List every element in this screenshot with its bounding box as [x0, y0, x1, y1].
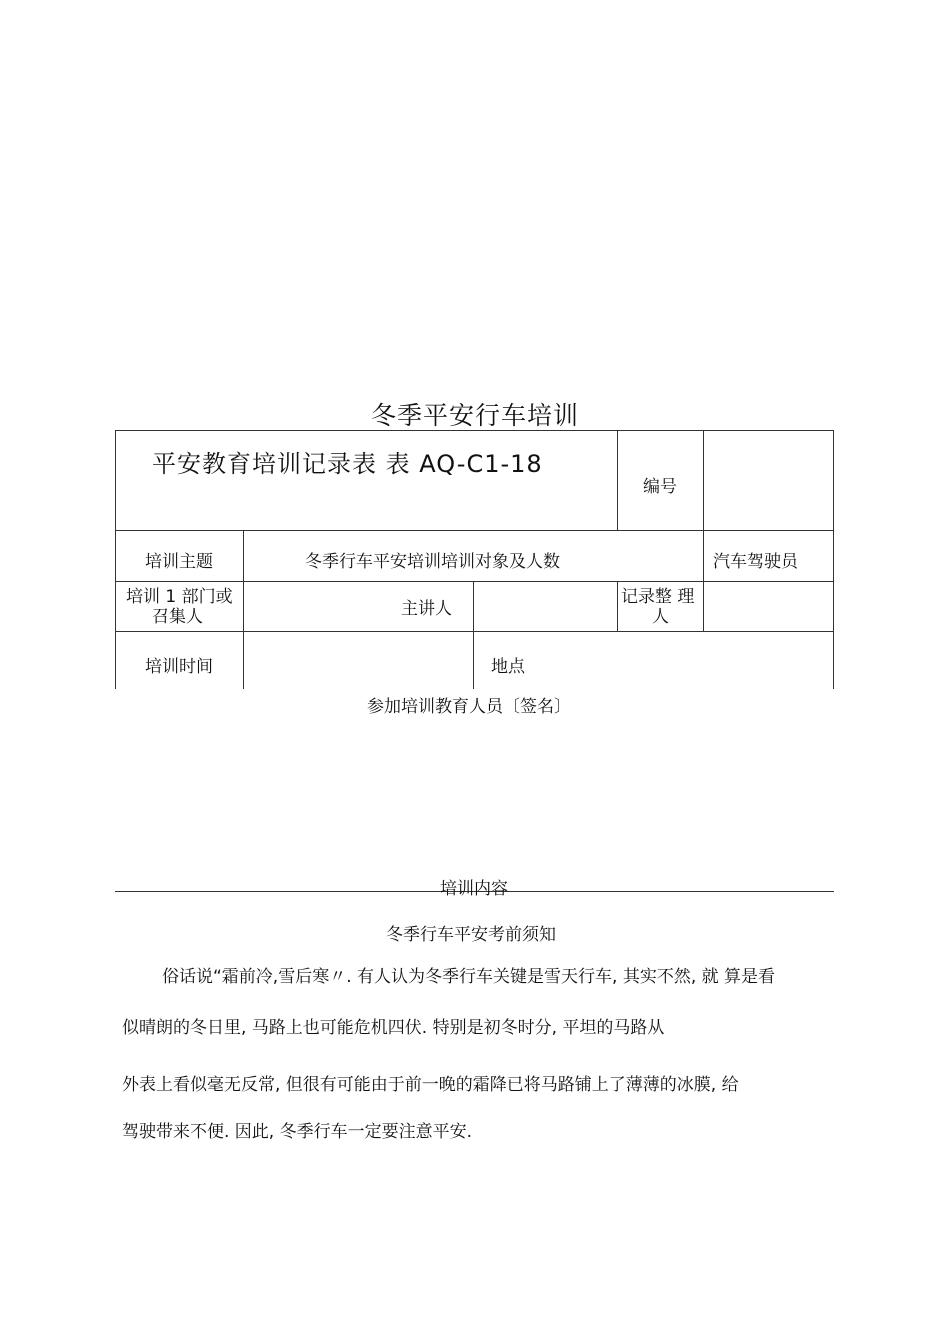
table-row-divider	[115, 530, 834, 531]
participants-label: 参加培训教育人员〔签名〕	[367, 697, 571, 717]
table-border-top	[115, 430, 834, 431]
table-col-divider	[473, 581, 474, 689]
table-border-left	[115, 430, 116, 689]
paragraph-line: 俗话说“霜前冷,雪后寒〃. 有人认为冬季行车关键是雪天行车, 其实不然, 就 算是看	[162, 967, 776, 987]
table-row-divider	[115, 631, 834, 632]
paragraph-line: 外表上看似毫无反常, 但很有可能由于前一晚的霜降已将马路铺上了薄薄的冰膜, 给	[122, 1075, 739, 1095]
dept-label: 培训 1 部门或	[126, 587, 233, 607]
document-title: 冬季平安行车培训	[370, 401, 579, 430]
table-border-right	[833, 430, 834, 689]
content-subtitle: 冬季行车平安考前须知	[386, 925, 556, 945]
table-col-divider	[243, 530, 244, 689]
table-col-divider	[703, 581, 704, 631]
paragraph-line: 驾驶带来不便. 因此, 冬季行车一定要注意平安.	[122, 1122, 473, 1142]
speaker-label: 主讲人	[401, 599, 452, 619]
content-label: 培训内容	[440, 879, 508, 899]
audience-value: 汽车驾驶员	[713, 552, 798, 572]
time-label: 培训时间	[145, 657, 213, 677]
table-col-divider	[617, 430, 618, 531]
table-col-divider	[617, 581, 618, 631]
topic-value: 冬季行车平安培训培训对象及人数	[305, 552, 560, 572]
table-col-divider	[703, 430, 704, 581]
place-label: 地点	[491, 657, 525, 677]
number-label: 编号	[643, 477, 677, 497]
paragraph-line: 似晴朗的冬日里, 马路上也可能危机四伏. 特别是初冬时分, 平坦的马路从	[122, 1018, 665, 1038]
topic-label: 培训主题	[145, 552, 213, 572]
form-heading: 平安教育培训记录表 表 AQ-C1-18	[152, 450, 543, 478]
dept-label-cont: 召集人	[152, 607, 203, 627]
recorder-label: 记录整 理	[621, 587, 695, 607]
recorder-label-cont: 人	[652, 607, 669, 627]
